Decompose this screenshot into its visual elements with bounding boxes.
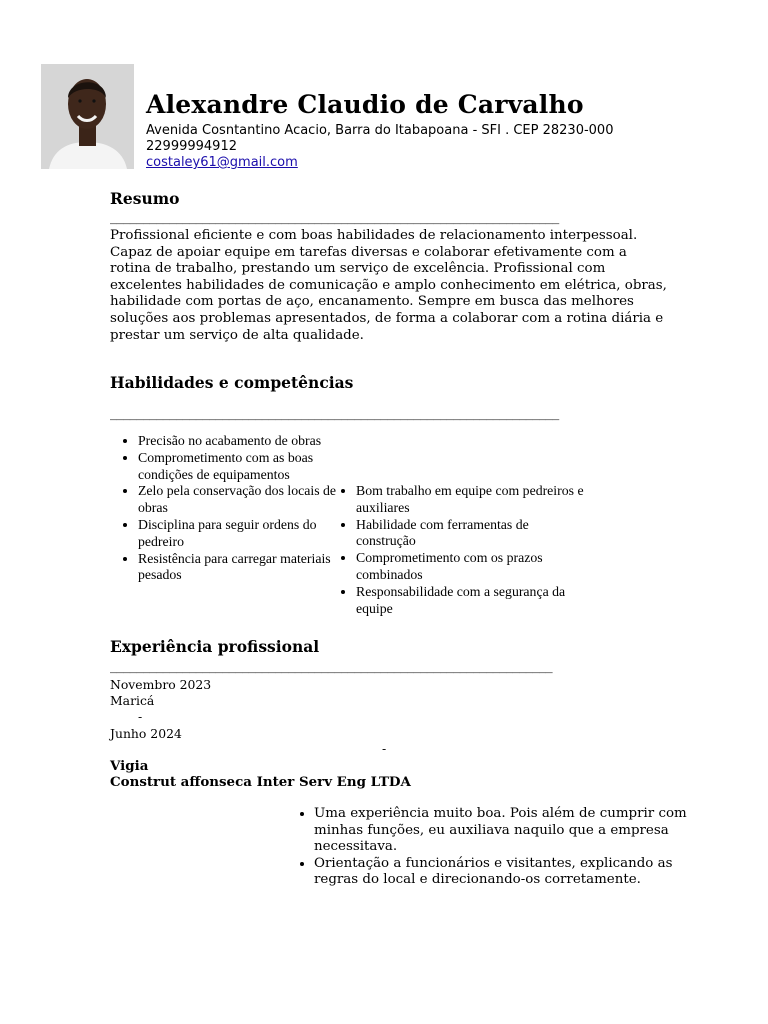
candidate-name: Alexandre Claudio de Carvalho (146, 90, 584, 119)
list-item: • Bom trabalho em equipe com pedreiros e auxiliares (356, 483, 586, 517)
company-name: Construt affonseca Inter Serv Eng LTDA (110, 774, 411, 790)
avatar (41, 64, 134, 169)
list-item: • Uma experiência muito boa. Pois além de cumprir com minhas funções, eu auxiliava naquilo que a empresa necessitava. (314, 806, 689, 856)
experience-city: Maricá (110, 693, 155, 708)
list-item: • Responsabilidade com a segurança da equipe (356, 584, 586, 618)
list-item: • Disciplina para seguir ordens do pedreiro (138, 517, 348, 551)
experience-rule: ___________________________________________________________________ (110, 658, 553, 674)
separator-dash: - (382, 741, 387, 756)
skills-rule: ____________________________________________________________________ (110, 405, 559, 421)
email-link[interactable]: costaley61@gmail.com (146, 155, 298, 170)
summary-heading: Resumo (110, 189, 180, 208)
skills-list-right (330, 483, 586, 617)
date-separator: - (138, 709, 143, 724)
experience-start-date: Novembro 2023 (110, 677, 212, 692)
experience-bullets (288, 806, 689, 889)
experience-end-date: Junho 2024 (110, 726, 182, 741)
list-item: • Comprometimento com as boas condições de equipamentos (138, 450, 348, 484)
summary-text: Profissional eficiente e com boas habilidades de relacionamento interpessoal. Capaz de apoiar equipe em tarefas diversas e colaborar efetivamente com a rotina de trabalho, prestando um serviço de excelência. Profissional com excelentes habilidades de comunicação e amplo conhecimento em elétrica, obras, habilidade com portas de aço, encanamento. Sempre em busca das melhores soluções aos problemas apresentados, de forma a colaborar com a rotina diária e prestar um serviço de alta qualidade. (110, 228, 667, 343)
list-item: • Orientação a funcionários e visitantes, explicando as regras do local e direcionando-os corretamente. (314, 856, 689, 889)
profile-photo (41, 64, 134, 169)
list-item: • Zelo pela conservação dos locais de obras (138, 483, 348, 517)
skills-list-left (110, 433, 348, 584)
list-item: • Precisão no acabamento de obras (138, 433, 348, 450)
experience-heading: Experiência profissional (110, 637, 320, 656)
skills-heading: Habilidades e competências (110, 373, 354, 392)
address: Avenida Cosntantino Acacio, Barra do Itabapoana - SFI . CEP 28230-000 (146, 123, 614, 138)
phone: 22999994912 (146, 139, 237, 154)
list-item: • Comprometimento com os prazos combinados (356, 550, 586, 584)
list-item: • Resistência para carregar materiais pesados (138, 551, 348, 585)
list-item: • Habilidade com ferramentas de construção (356, 517, 586, 551)
job-title: Vigia (110, 758, 149, 774)
summary-rule: ____________________________________________________________________ (110, 209, 559, 225)
